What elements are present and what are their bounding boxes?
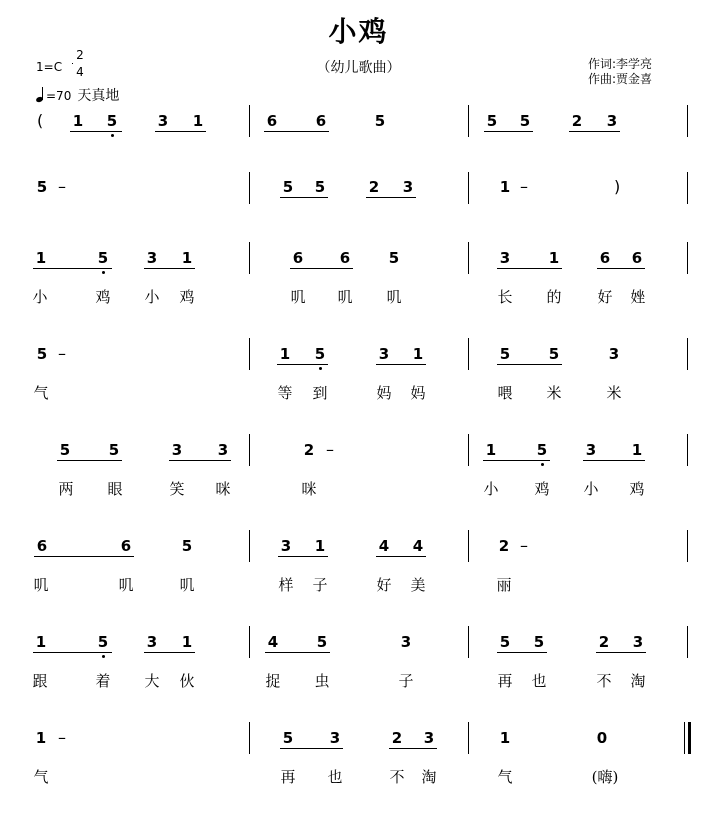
note: 5 (486, 112, 498, 130)
note: 5 (181, 537, 193, 555)
barline (687, 530, 688, 562)
note: 1 (485, 441, 497, 459)
note: 6 (315, 112, 327, 130)
note: 3 (632, 633, 644, 651)
lyric: 不 (389, 768, 405, 786)
final-barline-thin (684, 722, 685, 754)
lyric: 不 (596, 672, 612, 690)
lyric: 也 (531, 672, 547, 690)
lyric: 子 (398, 672, 414, 690)
note: 2 (368, 178, 380, 196)
note: 0 (596, 729, 608, 747)
lyric: 妈 (410, 384, 426, 402)
note: 5 (499, 345, 511, 363)
lyric: 也 (327, 768, 343, 786)
note: 5 (282, 729, 294, 747)
lyric: 小 (144, 288, 160, 306)
note: 1 (192, 112, 204, 130)
note: 3 (217, 441, 229, 459)
note: 3 (378, 345, 390, 363)
barline (249, 530, 250, 562)
barline (468, 530, 469, 562)
lyric: 捉 (265, 672, 281, 690)
note: 3 (280, 537, 292, 555)
lyric: 的 (546, 288, 562, 306)
note: 5 (108, 441, 120, 459)
note: 6 (120, 537, 132, 555)
note: 3 (329, 729, 341, 747)
lyric: 米 (606, 384, 622, 402)
note: 2 (391, 729, 403, 747)
beam (497, 364, 562, 365)
note: 5 (97, 633, 109, 651)
beam (278, 556, 328, 557)
composer-credit: 作曲:贾金喜 (588, 72, 653, 86)
barline (687, 626, 688, 658)
note: 5 (314, 345, 326, 363)
note: 5 (533, 633, 545, 651)
note: 3 (157, 112, 169, 130)
note: 3 (606, 112, 618, 130)
note: 6 (36, 537, 48, 555)
lyric: 叽 (179, 576, 195, 594)
beam (569, 131, 620, 132)
note: 6 (292, 249, 304, 267)
barline (468, 242, 469, 274)
final-barline-thick (688, 722, 691, 754)
note: 6 (266, 112, 278, 130)
note: 3 (608, 345, 620, 363)
lyric: 好 (597, 288, 613, 306)
low-octave-dot (541, 463, 544, 466)
barline (687, 434, 688, 466)
meter-divider (72, 63, 73, 64)
lyric: 到 (312, 384, 328, 402)
lyric: 两 (58, 480, 74, 498)
note: 4 (412, 537, 424, 555)
dash: – (520, 536, 528, 555)
lyric: 大 (144, 672, 160, 690)
note: 6 (631, 249, 643, 267)
song-subtitle: （幼儿歌曲） (316, 60, 401, 76)
lyric: 咪 (215, 480, 231, 498)
beam (277, 364, 328, 365)
lyric: 小 (483, 480, 499, 498)
note: 6 (599, 249, 611, 267)
lyric: 叽 (386, 288, 402, 306)
lyric: 叽 (337, 288, 353, 306)
note: 4 (378, 537, 390, 555)
lyric: 鸡 (95, 288, 111, 306)
note: 2 (303, 441, 315, 459)
lyric: 长 (497, 288, 513, 306)
beam (155, 131, 206, 132)
lyric: 子 (312, 576, 328, 594)
beam (497, 652, 547, 653)
barline (468, 338, 469, 370)
meter-top: 2 (76, 48, 84, 62)
beam (33, 652, 112, 653)
note: 5 (316, 633, 328, 651)
note: 3 (146, 633, 158, 651)
lyric: 妈 (376, 384, 392, 402)
note: 2 (598, 633, 610, 651)
beam (280, 197, 328, 198)
key-signature: 1=C (36, 60, 63, 74)
lyric: 小 (583, 480, 599, 498)
barline (468, 626, 469, 658)
barline (249, 338, 250, 370)
lyric: 气 (497, 768, 513, 786)
quarter-note-icon (36, 88, 46, 102)
dash: – (520, 177, 528, 196)
beam (596, 652, 646, 653)
lyric: 鸡 (629, 480, 645, 498)
dash: – (58, 728, 66, 747)
dash: – (326, 440, 334, 459)
lyricist-credit: 作词:李学亮 (588, 57, 653, 71)
note: 5 (36, 178, 48, 196)
song-title: 小鸡 (328, 15, 389, 48)
note: 1 (499, 178, 511, 196)
note: 1 (35, 249, 47, 267)
note: 1 (548, 249, 560, 267)
lyric: 叽 (33, 576, 49, 594)
beam (169, 460, 231, 461)
lyric: 叽 (118, 576, 134, 594)
note: 5 (548, 345, 560, 363)
beam (484, 131, 533, 132)
note: 5 (374, 112, 386, 130)
lyric: 鸡 (179, 288, 195, 306)
lyric: (嗨) (591, 768, 619, 786)
note: 5 (536, 441, 548, 459)
credits (588, 57, 652, 87)
lyric: 咪 (301, 480, 317, 498)
lyric: 样 (278, 576, 294, 594)
barline (687, 242, 688, 274)
paren-close: ) (614, 177, 621, 196)
beam (497, 268, 562, 269)
note: 3 (171, 441, 183, 459)
lyric: 㛗 (630, 288, 646, 306)
beam (290, 268, 353, 269)
note: 1 (181, 249, 193, 267)
barline (249, 242, 250, 274)
lyric: 气 (33, 768, 49, 786)
note: 5 (314, 178, 326, 196)
note: 1 (35, 633, 47, 651)
note: 3 (400, 633, 412, 651)
barline (249, 172, 250, 204)
beam (144, 268, 195, 269)
note: 5 (499, 633, 511, 651)
note: 3 (499, 249, 511, 267)
note: 3 (146, 249, 158, 267)
lyric: 伙 (179, 672, 195, 690)
note: 1 (72, 112, 84, 130)
beam (265, 652, 330, 653)
note: 3 (423, 729, 435, 747)
barline (249, 105, 250, 137)
lyric: 淘 (421, 768, 437, 786)
lyric: 虫 (314, 672, 330, 690)
note: 1 (631, 441, 643, 459)
lyric: 米 (546, 384, 562, 402)
lyric: 淘 (630, 672, 646, 690)
tempo-value: =70 (46, 89, 72, 103)
barline (687, 172, 688, 204)
lyric: 好 (376, 576, 392, 594)
barline (468, 722, 469, 754)
note: 5 (282, 178, 294, 196)
lyric: 丽 (496, 576, 512, 594)
note: 1 (314, 537, 326, 555)
dash: – (58, 177, 66, 196)
lyric: 跟 (32, 672, 48, 690)
low-octave-dot (319, 367, 322, 370)
barline (249, 626, 250, 658)
lyric: 等 (277, 384, 293, 402)
note: 3 (585, 441, 597, 459)
beam (280, 748, 343, 749)
lyric: 气 (33, 384, 49, 402)
note: 6 (339, 249, 351, 267)
note: 2 (571, 112, 583, 130)
lyric: 着 (95, 672, 111, 690)
note: 1 (181, 633, 193, 651)
lyric: 喂 (497, 384, 513, 402)
lyric: 再 (280, 768, 296, 786)
beam (366, 197, 416, 198)
time-signature (72, 48, 88, 79)
note: 2 (498, 537, 510, 555)
beam (70, 131, 122, 132)
beam (389, 748, 437, 749)
low-octave-dot (102, 271, 105, 274)
barline (468, 105, 469, 137)
barline (468, 172, 469, 204)
barline (468, 434, 469, 466)
lyric: 笑 (169, 480, 185, 498)
beam (583, 460, 645, 461)
lyric: 美 (410, 576, 426, 594)
lyric: 再 (497, 672, 513, 690)
lyric: 眼 (107, 480, 123, 498)
lyric: 叽 (290, 288, 306, 306)
note: 3 (402, 178, 414, 196)
barline (687, 105, 688, 137)
beam (33, 268, 112, 269)
note: 5 (59, 441, 71, 459)
barline (249, 434, 250, 466)
beam (376, 556, 426, 557)
tempo-marking (36, 85, 119, 105)
barline (249, 722, 250, 754)
lyric: 小 (32, 288, 48, 306)
note: 1 (412, 345, 424, 363)
barline (687, 338, 688, 370)
note: 1 (35, 729, 47, 747)
note: 4 (267, 633, 279, 651)
note: 5 (106, 112, 118, 130)
beam (34, 556, 134, 557)
low-octave-dot (111, 134, 114, 137)
low-octave-dot (102, 655, 105, 658)
note: 5 (519, 112, 531, 130)
beam (376, 364, 426, 365)
note: 5 (97, 249, 109, 267)
note: 5 (388, 249, 400, 267)
meter-bottom: 4 (76, 65, 84, 79)
beam (483, 460, 550, 461)
note: 5 (36, 345, 48, 363)
lyric: 鸡 (534, 480, 550, 498)
dash: – (58, 344, 66, 363)
beam (57, 460, 122, 461)
note: 1 (279, 345, 291, 363)
mood-marking: 天真地 (77, 88, 120, 104)
note: 1 (499, 729, 511, 747)
beam (264, 131, 329, 132)
beam (144, 652, 195, 653)
paren-open: ( (37, 111, 44, 130)
beam (597, 268, 645, 269)
